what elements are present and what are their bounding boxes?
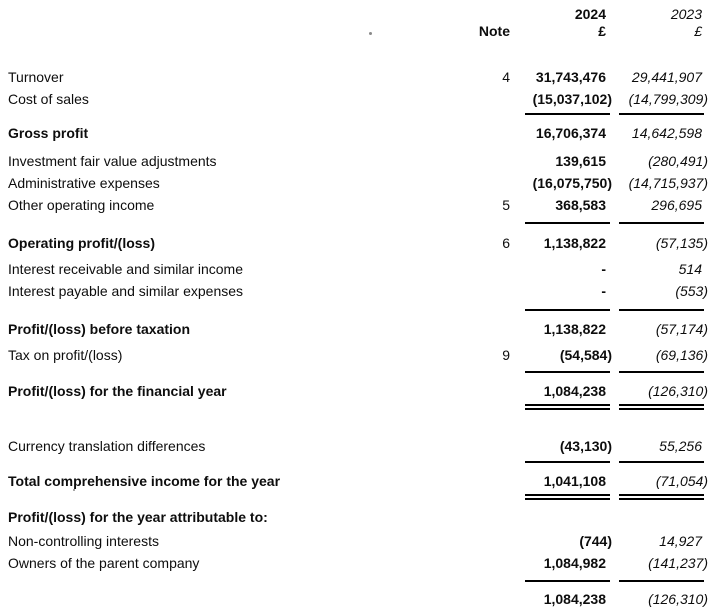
statement-table — [0, 6, 710, 610]
single-rule-2023 — [619, 309, 704, 311]
table-row — [0, 506, 710, 528]
row-label: Interest payable and similar expenses — [8, 283, 244, 299]
value-2023: 514 — [678, 261, 702, 277]
value-2023: 296,695 — [651, 197, 702, 213]
value-2024: 1,084,982 — [543, 555, 606, 571]
rule-slot-2024 — [510, 371, 612, 373]
value-2024: (744) — [579, 533, 612, 549]
value-2023: (141,237) — [648, 555, 708, 571]
row-gap — [0, 311, 710, 318]
value-2024: (43,130) — [559, 438, 612, 454]
rule-slot-2024 — [510, 461, 612, 463]
table-row — [0, 232, 710, 254]
total-rule-row — [0, 461, 710, 463]
value-2023: 29,441,907 — [631, 69, 702, 85]
rule-slot-2023 — [612, 309, 708, 311]
row-gap — [0, 373, 710, 380]
value-2024: - — [601, 261, 606, 277]
rule-slot-2024 — [510, 404, 612, 410]
row-label: Profit/(loss) for the year attributable to: — [8, 509, 268, 525]
single-rule-2024 — [525, 222, 610, 224]
rule-slot-2024 — [510, 113, 612, 115]
double-rule-2023 — [619, 404, 704, 410]
row-gap — [0, 115, 710, 122]
row-label: Cost of sales — [8, 91, 89, 107]
value-2024: 1,138,822 — [543, 321, 606, 337]
rule-spacer — [0, 113, 510, 115]
value-2024: 2024 — [574, 6, 606, 22]
table-row — [0, 280, 710, 302]
row-label: Interest receivable and similar income — [8, 261, 243, 277]
table-row — [0, 380, 710, 402]
rule-slot-2023 — [612, 113, 708, 115]
rule-slot-2024 — [510, 222, 612, 224]
table-row — [0, 122, 710, 144]
value-2024: 1,084,238 — [543, 383, 606, 399]
value-2024: - — [601, 283, 606, 299]
rule-spacer — [0, 404, 510, 410]
rule-slot-2023 — [612, 222, 708, 224]
single-rule-2024 — [525, 309, 610, 311]
rule-slot-2023 — [612, 404, 708, 410]
value-2024: 368,583 — [555, 197, 606, 213]
value-2023: 14,927 — [659, 533, 702, 549]
value-2023: (553) — [675, 283, 708, 299]
table-row — [0, 530, 710, 552]
rule-slot-2024 — [510, 309, 612, 311]
note-value: 5 — [502, 197, 510, 213]
value-2023: (126,310) — [648, 383, 708, 399]
rule-spacer — [0, 580, 510, 582]
single-rule-2023 — [619, 371, 704, 373]
value-2024: 16,706,374 — [535, 125, 606, 141]
rule-spacer — [0, 461, 510, 463]
row-gap — [0, 410, 710, 435]
note-value: Note — [478, 23, 510, 39]
rule-spacer — [0, 309, 510, 311]
row-label: Turnover — [8, 69, 64, 85]
row-label: Tax on profit/(loss) — [8, 347, 123, 363]
value-2023: 2023 — [670, 6, 702, 22]
value-2024: 139,615 — [555, 153, 606, 169]
value-2024: £ — [598, 23, 606, 39]
rule-slot-2023 — [612, 494, 708, 500]
table-row — [0, 470, 710, 492]
value-2023: (57,174) — [655, 321, 708, 337]
row-label: Total comprehensive income for the year — [8, 473, 281, 489]
rule-slot-2023 — [612, 580, 708, 582]
row-label: Administrative expenses — [8, 175, 160, 191]
single-rule-2024 — [525, 580, 610, 582]
single-rule-2023 — [619, 580, 704, 582]
value-2023: (14,799,309) — [628, 91, 708, 107]
rule-slot-2024 — [510, 494, 612, 500]
value-2023: £ — [694, 23, 702, 39]
value-2024: 1,138,822 — [543, 235, 606, 251]
value-2023: (280,491) — [648, 153, 708, 169]
row-gap — [0, 463, 710, 470]
note-value: 9 — [502, 347, 510, 363]
row-label: Other operating income — [8, 197, 155, 213]
value-2024: (15,037,102) — [532, 91, 612, 107]
value-2024: 31,743,476 — [535, 69, 606, 85]
total-rule-row — [0, 113, 710, 115]
row-label: Operating profit/(loss) — [8, 235, 155, 251]
table-row — [0, 88, 710, 110]
single-rule-2023 — [619, 222, 704, 224]
table-row — [0, 172, 710, 194]
table-row — [0, 194, 710, 216]
table-row — [0, 23, 710, 40]
value-2023: 55,256 — [659, 438, 702, 454]
value-2024: (54,584) — [559, 347, 612, 363]
value-2023: (126,310) — [648, 591, 708, 607]
single-rule-2023 — [619, 461, 704, 463]
table-row — [0, 552, 710, 574]
value-2024: 1,084,238 — [543, 591, 606, 607]
value-2023: (69,136) — [655, 347, 708, 363]
table-row — [0, 318, 710, 340]
total-rule-row — [0, 371, 710, 373]
value-2024: (16,075,750) — [532, 175, 612, 191]
note-value: 4 — [502, 69, 510, 85]
scan-artifact-dot — [73, 489, 75, 491]
row-label: Owners of the parent company — [8, 555, 200, 571]
scan-artifact-dot — [369, 32, 372, 35]
total-rule-row — [0, 222, 710, 224]
row-label: Profit/(loss) for the financial year — [8, 383, 227, 399]
row-label: Currency translation differences — [8, 438, 206, 454]
row-gap — [0, 302, 710, 309]
value-2023: (57,135) — [655, 235, 708, 251]
rule-slot-2023 — [612, 371, 708, 373]
table-row — [0, 344, 710, 366]
table-row — [0, 66, 710, 88]
rule-slot-2023 — [612, 461, 708, 463]
table-row — [0, 435, 710, 457]
rule-spacer — [0, 222, 510, 224]
grand-total-rule-row — [0, 494, 710, 500]
single-rule-2024 — [525, 371, 610, 373]
total-rule-row — [0, 580, 710, 582]
double-rule-2024 — [525, 404, 610, 410]
row-gap — [0, 40, 710, 66]
table-row — [0, 258, 710, 280]
grand-total-rule-row — [0, 404, 710, 410]
value-2023: (14,715,937) — [628, 175, 708, 191]
table-row — [0, 6, 710, 23]
double-rule-2023 — [619, 494, 704, 500]
rule-spacer — [0, 371, 510, 373]
single-rule-2024 — [525, 113, 610, 115]
rule-spacer — [0, 494, 510, 500]
row-label: Profit/(loss) before taxation — [8, 321, 191, 337]
value-2023: 14,642,598 — [631, 125, 702, 141]
value-2023: (71,054) — [655, 473, 708, 489]
table-row — [0, 588, 710, 610]
table-row — [0, 150, 710, 172]
row-label: Non-controlling interests — [8, 533, 159, 549]
row-label: Investment fair value adjustments — [8, 153, 217, 169]
value-2024: 1,041,108 — [543, 473, 606, 489]
row-gap — [0, 224, 710, 232]
total-rule-row — [0, 309, 710, 311]
single-rule-2024 — [525, 461, 610, 463]
note-value: 6 — [502, 235, 510, 251]
row-label: Gross profit — [8, 125, 89, 141]
double-rule-2024 — [525, 494, 610, 500]
rule-slot-2024 — [510, 580, 612, 582]
single-rule-2023 — [619, 113, 704, 115]
